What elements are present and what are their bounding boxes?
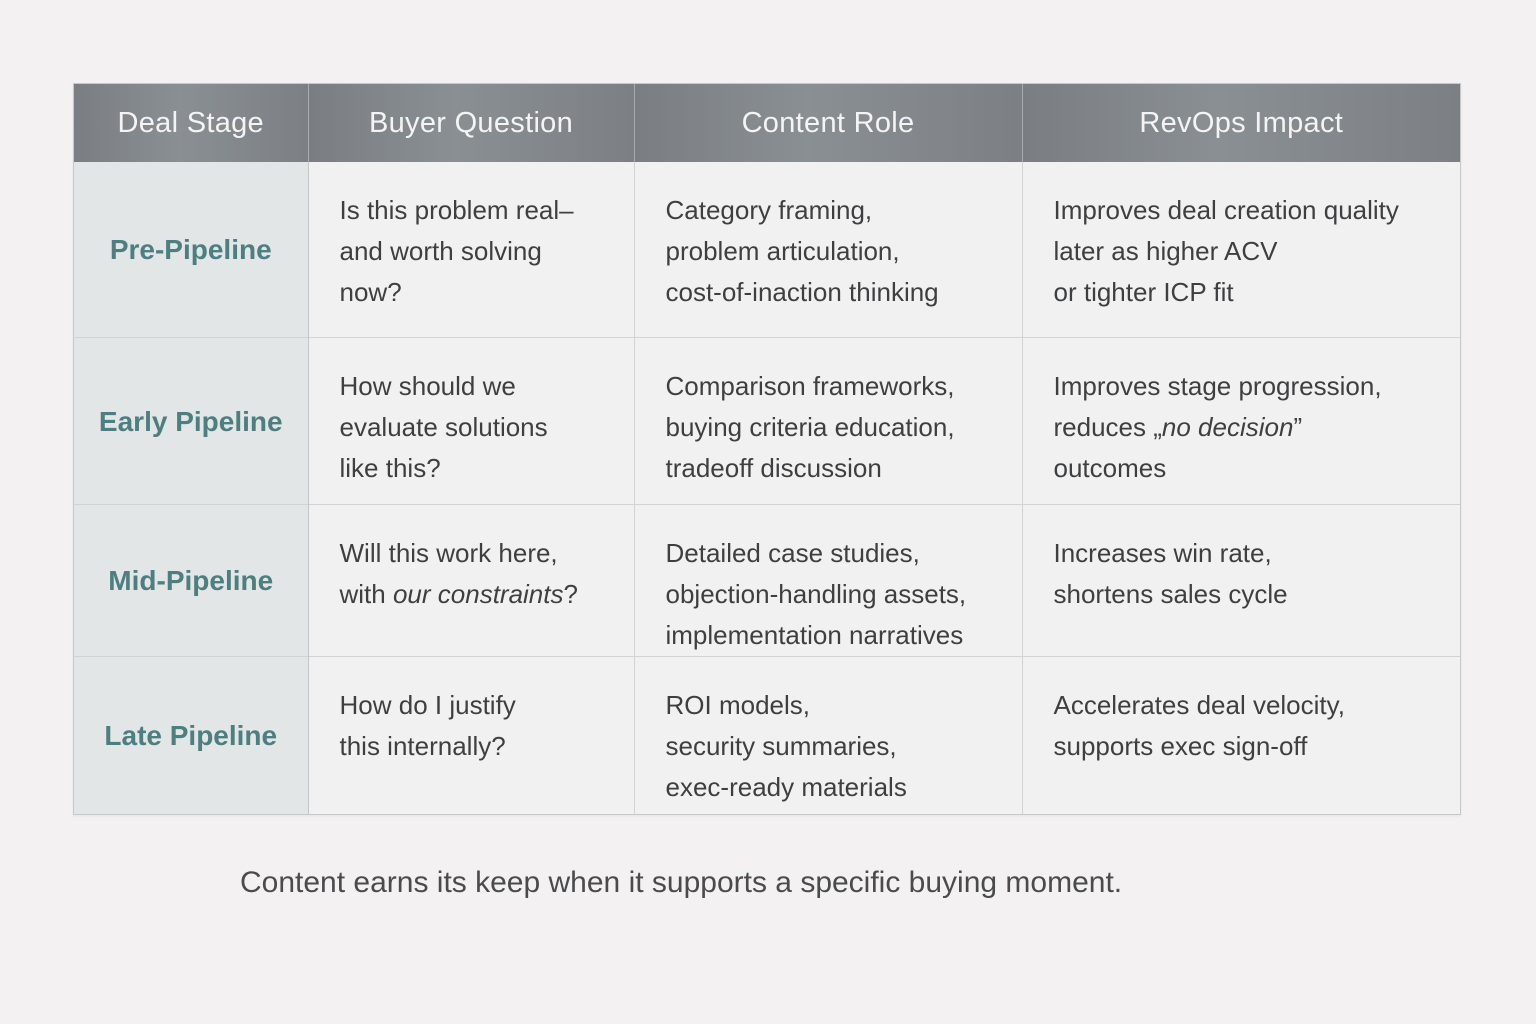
- cell-line: security summaries,: [665, 731, 897, 761]
- text-fragment: ”: [1293, 412, 1303, 442]
- cell-line: Is this problem real–: [339, 195, 574, 225]
- content-role-cell: [634, 657, 1022, 815]
- content-role-cell: [634, 505, 1022, 657]
- text-fragment: reduces „: [1053, 412, 1162, 442]
- buyer-question-cell: [308, 505, 634, 657]
- cell-line: problem articulation,: [665, 236, 900, 266]
- cell-line: Improves deal creation quality: [1053, 195, 1399, 225]
- table-row: [74, 657, 1460, 815]
- content-role-cell: [634, 162, 1022, 338]
- cell-line: like this?: [339, 453, 441, 483]
- cell-line: Detailed case studies,: [665, 538, 920, 568]
- revops-impact-cell: [1022, 162, 1460, 338]
- table-row: [74, 338, 1460, 505]
- cell-line: How should we: [339, 371, 516, 401]
- cell-line: Will this work here,: [339, 538, 558, 568]
- emphasis-text: no decision: [1161, 412, 1294, 442]
- content-mapping-table: [74, 84, 1460, 814]
- text-fragment: with: [339, 579, 393, 609]
- cell-line: Category framing,: [665, 195, 873, 225]
- revops-impact-cell: [1022, 338, 1460, 505]
- content-role-cell: [634, 338, 1022, 505]
- cell-line: objection-handling assets,: [665, 579, 967, 609]
- table-row: [74, 162, 1460, 338]
- cell-line: How do I justify: [339, 690, 516, 720]
- cell-line: tradeoff discussion: [665, 453, 882, 483]
- cell-line: Accelerates deal velocity,: [1053, 690, 1345, 720]
- cell-line: Comparison frameworks,: [665, 371, 955, 401]
- header-buyer-question: Buyer Question: [308, 84, 634, 162]
- stage-cell: Late Pipeline: [74, 657, 308, 815]
- cell-line: exec-ready materials: [665, 772, 907, 802]
- caption-text: Content earns its keep when it supports a specific buying moment.: [240, 866, 1123, 899]
- cell-line: [340, 574, 624, 615]
- header-content-role: Content Role: [634, 84, 1022, 162]
- cell-line: Increases win rate,: [1053, 538, 1272, 568]
- cell-line: buying criteria education,: [665, 412, 955, 442]
- cell-line: ROI models,: [665, 690, 810, 720]
- table-row: [74, 505, 1460, 657]
- cell-line: now?: [339, 277, 402, 307]
- stage-cell: Pre-Pipeline: [74, 162, 308, 338]
- cell-line: later as higher ACV: [1053, 236, 1278, 266]
- cell-line: outcomes: [1053, 453, 1167, 483]
- cell-line: implementation narratives: [665, 620, 964, 650]
- cell-line: shortens sales cycle: [1053, 579, 1288, 609]
- header-deal-stage: Deal Stage: [74, 84, 308, 162]
- cell-line: and worth solving: [339, 236, 542, 266]
- buyer-question-cell: [308, 657, 634, 815]
- text-fragment: ?: [563, 579, 578, 609]
- cell-line: supports exec sign-off: [1053, 731, 1308, 761]
- stage-cell: Early Pipeline: [74, 338, 308, 505]
- deal-stage-content-table: [73, 83, 1461, 815]
- cell-line: [1054, 407, 1451, 448]
- cell-line: Improves stage progression,: [1053, 371, 1382, 401]
- header-row: [74, 84, 1460, 162]
- header-revops-impact: RevOps Impact: [1022, 84, 1460, 162]
- buyer-question-cell: [308, 338, 634, 505]
- cell-line: this internally?: [339, 731, 506, 761]
- stage-cell: Mid-Pipeline: [74, 505, 308, 657]
- emphasis-text: our constraints: [392, 579, 564, 609]
- buyer-question-cell: [308, 162, 634, 338]
- cell-line: cost-of-inaction thinking: [665, 277, 939, 307]
- cell-line: or tighter ICP fit: [1053, 277, 1234, 307]
- cell-line: evaluate solutions: [339, 412, 548, 442]
- revops-impact-cell: [1022, 505, 1460, 657]
- revops-impact-cell: [1022, 657, 1460, 815]
